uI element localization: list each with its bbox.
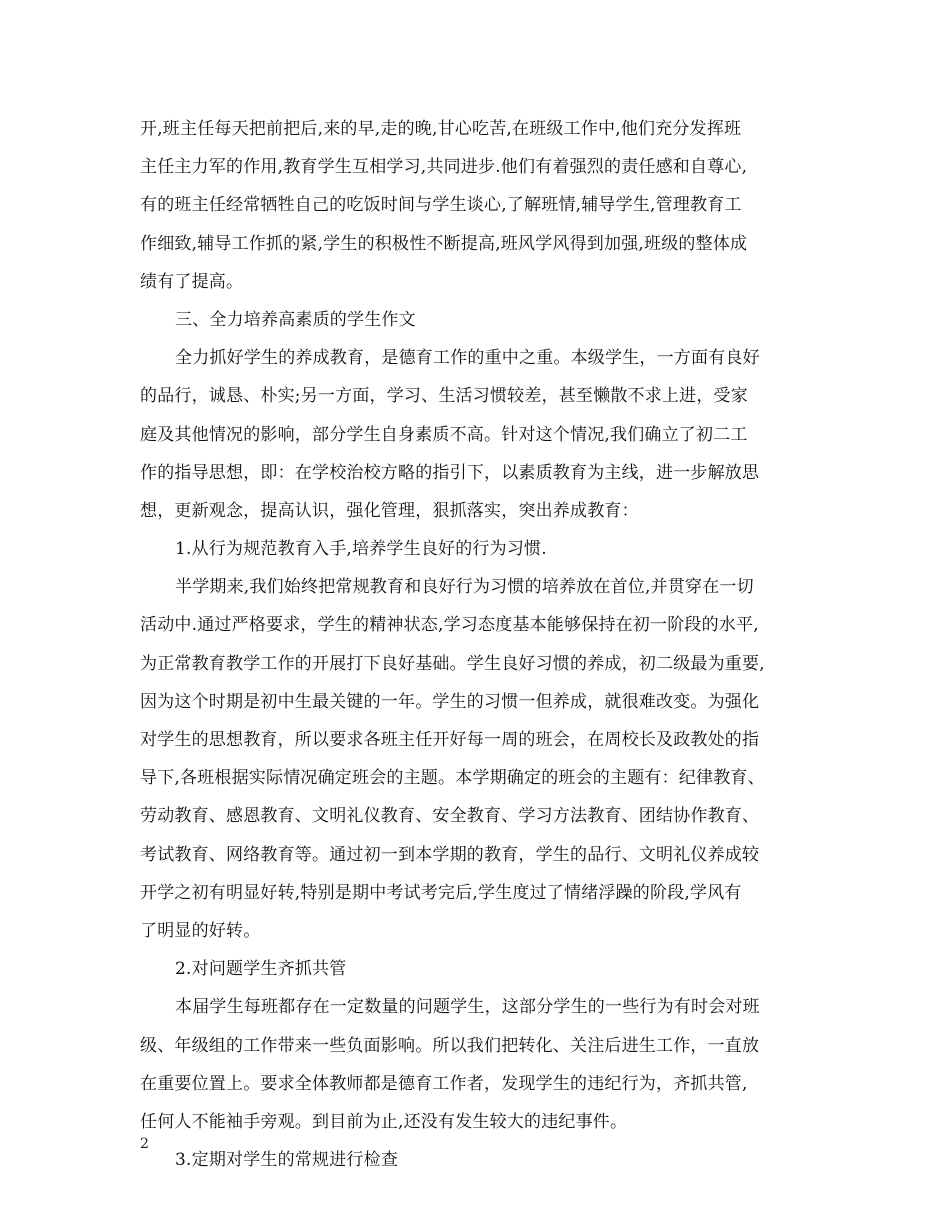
text-line: 作的指导思想，即：在学校治校方略的指引下，以素质教育为主线，进一步解放思: [140, 462, 760, 483]
text-line: 活动中.通过严格要求，学生的精神状态,学习态度基本能够保持在初一阶段的水平,: [140, 615, 759, 636]
text-line: 作细致,辅导工作抓的紧,学生的积极性不断提高,班风学风得到加强,班级的整体成: [140, 233, 748, 254]
subheading: 2.对问题学生齐抓共管: [175, 959, 347, 980]
text-line: 对学生的思想教育，所以要求各班主任开好每一周的班会，在周校长及政教处的指: [140, 730, 760, 750]
text-line: 有的班主任经常牺牲自己的吃饭时间与学生谈心,了解班情,辅导学生,管理教育工: [140, 195, 742, 216]
text-line: 主任主力军的作用,教育学生互相学习,共同进步.他们有着强烈的责任感和自尊心,: [140, 157, 748, 178]
paragraph-start: 本届学生每班都存在一定数量的问题学生，这部分学生的一些行为有时会对班: [175, 997, 760, 1018]
subheading: 1.从行为规范教育入手,培养学生良好的行为习惯.: [175, 539, 547, 560]
text-line: 劳动教育、感恩教育、文明礼仪教育、安全教育、学习方法教育、团结协作教育、: [140, 806, 760, 827]
text-line: 庭及其他情况的影响，部分学生自身素质不高。针对这个情况,我们确立了初二工: [140, 424, 748, 445]
text-line: 考试教育、网络教育等。通过初一到本学期的教育，学生的品行、文明礼仪养成较: [140, 844, 760, 865]
text-line: 了明显的好转。: [140, 920, 261, 941]
text-line: 绩有了提高。: [140, 271, 244, 292]
text-line: 级、年级组的工作带来一些负面影响。所以我们把转化、关注后进生工作，一直放: [140, 1035, 760, 1056]
text-line: 在重要位置上。要求全体教师都是德育工作者，发现学生的违纪行为，齐抓共管,: [140, 1073, 748, 1094]
subheading: 3.定期对学生的常规进行检查: [175, 1150, 399, 1171]
text-line: 开,班主任每天把前把后,来的早,走的晚,甘心吃苦,在班级工作中,他们充分发挥班: [140, 119, 742, 139]
text-line: 的品行，诚恳、朴实;另一方面，学习、生活习惯较差，甚至懒散不求上进，受家: [140, 386, 748, 407]
text-line: 为正常教育教学工作的开展打下良好基础。学生良好习惯的养成，初二级最为重要,: [140, 653, 765, 674]
text-line: 开学之初有明显好转,特别是期中考试考完后,学生度过了情绪浮躁的阶段,学风有: [140, 882, 742, 903]
paragraph-start: 全力抓好学生的养成教育，是德育工作的重中之重。本级学生，一方面有良好: [175, 348, 760, 369]
section-heading: 三、全力培养高素质的学生作文: [175, 309, 416, 330]
text-line: 任何人不能袖手旁观。到目前为止,还没有发生较大的违纪事件。: [140, 1111, 628, 1132]
page-number: 2: [140, 1136, 149, 1152]
body-text: [140, 110, 830, 1179]
text-line: 导下,各班根据实际情况确定班会的主题。本学期确定的班会的主题有：纪律教育、: [140, 768, 765, 789]
paragraph-start: 半学期来,我们始终把常规教育和良好行为习惯的培养放在首位,并贯穿在一切: [175, 577, 754, 598]
text-line: 因为这个时期是初中生最关键的一年。学生的习惯一但养成，就很难改变。为强化: [140, 691, 760, 712]
text-line: 想，更新观念，提高认识，强化管理，狠抓落实，突出养成教育：: [140, 500, 639, 521]
